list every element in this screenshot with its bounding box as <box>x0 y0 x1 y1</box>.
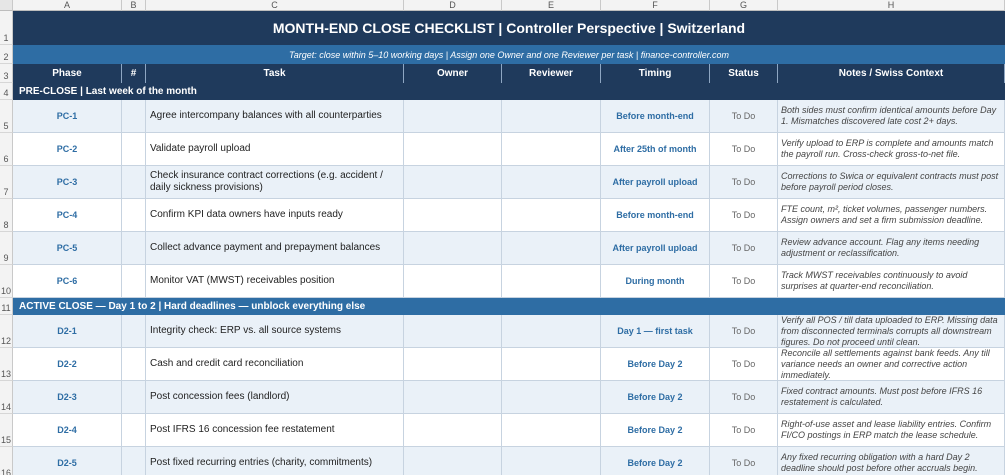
sheet-row <box>0 298 1005 315</box>
owner-cell[interactable] <box>404 348 502 381</box>
owner-cell[interactable] <box>404 199 502 232</box>
status-value[interactable]: To Do <box>710 133 778 166</box>
phase-code: PC-2 <box>13 133 122 166</box>
column-header-h[interactable]: H <box>778 0 1005 11</box>
column-header-e[interactable]: E <box>502 0 601 11</box>
notes-text: Right-of-use asset and lease liability entries. Confirm FI/CO postings in ERP match the lease schedule. <box>778 414 1005 447</box>
owner-cell[interactable] <box>404 265 502 298</box>
row-number[interactable]: 13 <box>0 348 13 381</box>
row-index-cell[interactable] <box>122 315 146 348</box>
section-active-close: ACTIVE CLOSE — Day 1 to 2 | Hard deadlines — unblock everything else <box>13 298 1005 315</box>
reviewer-cell[interactable] <box>502 447 601 475</box>
timing-value: Day 1 — first task <box>601 315 710 348</box>
row-number[interactable]: 8 <box>0 199 13 232</box>
phase-code: D2-1 <box>13 315 122 348</box>
notes-text: Track MWST receivables continuously to avoid surprises at quarter-end reconciliation. <box>778 265 1005 298</box>
timing-value: After payroll upload <box>601 232 710 265</box>
notes-text: Reconcile all settlements against bank feeds. Any till variance needs an owner and corrective action immediately. <box>778 348 1005 381</box>
row-number[interactable]: 12 <box>0 315 13 348</box>
sheet-row <box>0 100 1005 133</box>
task-text[interactable]: Post concession fees (landlord) <box>146 381 404 414</box>
row-number[interactable]: 16 <box>0 447 13 475</box>
timing-value: Before Day 2 <box>601 447 710 475</box>
row-number[interactable]: 7 <box>0 166 13 199</box>
column-title-: # <box>122 64 146 83</box>
status-value[interactable]: To Do <box>710 265 778 298</box>
notes-text: Review advance account. Flag any items needing adjustment or reclassification. <box>778 232 1005 265</box>
row-number[interactable]: 10 <box>0 265 13 298</box>
notes-text: Fixed contract amounts. Must post before IFRS 16 restatement is calculated. <box>778 381 1005 414</box>
column-title-timing: Timing <box>601 64 710 83</box>
sheet-row <box>0 381 1005 414</box>
row-number[interactable]: 2 <box>0 45 13 64</box>
timing-value: Before month-end <box>601 199 710 232</box>
row-index-cell[interactable] <box>122 381 146 414</box>
column-title-notes-swiss-context: Notes / Swiss Context <box>778 64 1005 83</box>
notes-text: FTE count, m², ticket volumes, passenger numbers. Assign owners and set a firm submission deadline. <box>778 199 1005 232</box>
column-header-d[interactable]: D <box>404 0 502 11</box>
status-value[interactable]: To Do <box>710 315 778 348</box>
owner-cell[interactable] <box>404 100 502 133</box>
sheet-row <box>0 83 1005 100</box>
timing-value: Before Day 2 <box>601 348 710 381</box>
row-index-cell[interactable] <box>122 414 146 447</box>
sheet-row <box>0 447 1005 475</box>
sheet-row <box>0 45 1005 64</box>
sheet-row <box>0 64 1005 83</box>
column-header-f[interactable]: F <box>601 0 710 11</box>
status-value[interactable]: To Do <box>710 199 778 232</box>
row-number[interactable]: 15 <box>0 414 13 447</box>
phase-code: D2-5 <box>13 447 122 475</box>
notes-text: Any fixed recurring obligation with a hard Day 2 deadline should post before other accruals begin. <box>778 447 1005 475</box>
phase-code: D2-3 <box>13 381 122 414</box>
row-number[interactable]: 5 <box>0 100 13 133</box>
sheet-title: MONTH-END CLOSE CHECKLIST | Controller Perspective | Switzerland <box>13 11 1005 45</box>
row-index-cell[interactable] <box>122 232 146 265</box>
phase-code: PC-5 <box>13 232 122 265</box>
column-header-a[interactable]: A <box>13 0 122 11</box>
row-index-cell[interactable] <box>122 447 146 475</box>
row-number[interactable]: 11 <box>0 298 13 315</box>
column-title-task: Task <box>146 64 404 83</box>
row-number[interactable]: 14 <box>0 381 13 414</box>
row-number[interactable]: 3 <box>0 64 13 83</box>
sheet-row <box>0 11 1005 45</box>
status-value[interactable]: To Do <box>710 381 778 414</box>
status-value[interactable]: To Do <box>710 166 778 199</box>
reviewer-cell[interactable] <box>502 133 601 166</box>
sheet-row <box>0 414 1005 447</box>
reviewer-cell[interactable] <box>502 265 601 298</box>
row-index-cell[interactable] <box>122 265 146 298</box>
task-text[interactable]: Integrity check: ERP vs. all source systems <box>146 315 404 348</box>
row-number[interactable]: 1 <box>0 11 13 45</box>
select-all-corner[interactable] <box>0 0 13 11</box>
task-text[interactable]: Agree intercompany balances with all counterparties <box>146 100 404 133</box>
owner-cell[interactable] <box>404 381 502 414</box>
sheet-row <box>0 199 1005 232</box>
column-title-status: Status <box>710 64 778 83</box>
phase-code: PC-6 <box>13 265 122 298</box>
sheet-row <box>0 265 1005 298</box>
owner-cell[interactable] <box>404 133 502 166</box>
row-index-cell[interactable] <box>122 348 146 381</box>
sheet-row <box>0 232 1005 265</box>
reviewer-cell[interactable] <box>502 381 601 414</box>
row-index-cell[interactable] <box>122 199 146 232</box>
owner-cell[interactable] <box>404 447 502 475</box>
phase-code: D2-2 <box>13 348 122 381</box>
sheet-row <box>0 166 1005 199</box>
status-value[interactable]: To Do <box>710 414 778 447</box>
task-text[interactable]: Collect advance payment and prepayment balances <box>146 232 404 265</box>
sheet-row <box>0 133 1005 166</box>
row-number[interactable]: 9 <box>0 232 13 265</box>
reviewer-cell[interactable] <box>502 100 601 133</box>
timing-value: Before Day 2 <box>601 414 710 447</box>
notes-text: Verify all POS / till data uploaded to ERP. Missing data from disconnected terminals corrupts all downstream figures. Do not proceed until clean. <box>778 315 1005 348</box>
reviewer-cell[interactable] <box>502 232 601 265</box>
phase-code: PC-1 <box>13 100 122 133</box>
notes-text: Verify upload to ERP is complete and amounts match the payroll run. Cross-check gross-to-net file. <box>778 133 1005 166</box>
task-text[interactable]: Post IFRS 16 concession fee restatement <box>146 414 404 447</box>
sheet-row <box>0 315 1005 348</box>
task-text[interactable]: Cash and credit card reconciliation <box>146 348 404 381</box>
sheet-subtitle: Target: close within 5–10 working days | Assign one Owner and one Reviewer per task | finance-controller.com <box>13 45 1005 64</box>
reviewer-cell[interactable] <box>502 199 601 232</box>
reviewer-cell[interactable] <box>502 348 601 381</box>
timing-value: Before month-end <box>601 100 710 133</box>
owner-cell[interactable] <box>404 414 502 447</box>
task-text[interactable]: Post fixed recurring entries (charity, commitments) <box>146 447 404 475</box>
phase-code: D2-4 <box>13 414 122 447</box>
phase-code: PC-3 <box>13 166 122 199</box>
row-index-cell[interactable] <box>122 166 146 199</box>
timing-value: After payroll upload <box>601 166 710 199</box>
timing-value: During month <box>601 265 710 298</box>
phase-code: PC-4 <box>13 199 122 232</box>
sheet-row <box>0 348 1005 381</box>
column-title-owner: Owner <box>404 64 502 83</box>
reviewer-cell[interactable] <box>502 166 601 199</box>
timing-value: After 25th of month <box>601 133 710 166</box>
reviewer-cell[interactable] <box>502 414 601 447</box>
task-text[interactable]: Validate payroll upload <box>146 133 404 166</box>
status-value[interactable]: To Do <box>710 100 778 133</box>
owner-cell[interactable] <box>404 166 502 199</box>
column-header-g[interactable]: G <box>710 0 778 11</box>
timing-value: Before Day 2 <box>601 381 710 414</box>
task-text[interactable]: Confirm KPI data owners have inputs ready <box>146 199 404 232</box>
row-number[interactable]: 6 <box>0 133 13 166</box>
row-index-cell[interactable] <box>122 133 146 166</box>
task-text[interactable]: Monitor VAT (MWST) receivables position <box>146 265 404 298</box>
section-pre-close: PRE-CLOSE | Last week of the month <box>13 83 1005 100</box>
status-value[interactable]: To Do <box>710 232 778 265</box>
owner-cell[interactable] <box>404 232 502 265</box>
notes-text: Both sides must confirm identical amounts before Day 1. Mismatches discovered late cost 2+ days. <box>778 100 1005 133</box>
column-header-b[interactable]: B <box>122 0 146 11</box>
owner-cell[interactable] <box>404 315 502 348</box>
row-index-cell[interactable] <box>122 100 146 133</box>
task-text[interactable]: Check insurance contract corrections (e.g. accident / daily sickness provisions) <box>146 166 404 199</box>
status-value[interactable]: To Do <box>710 447 778 475</box>
notes-text: Corrections to Swica or equivalent contracts must post before payroll period closes. <box>778 166 1005 199</box>
column-header-c[interactable]: C <box>146 0 404 11</box>
reviewer-cell[interactable] <box>502 315 601 348</box>
row-number[interactable]: 4 <box>0 83 13 100</box>
status-value[interactable]: To Do <box>710 348 778 381</box>
column-title-phase: Phase <box>13 64 122 83</box>
column-title-reviewer: Reviewer <box>502 64 601 83</box>
